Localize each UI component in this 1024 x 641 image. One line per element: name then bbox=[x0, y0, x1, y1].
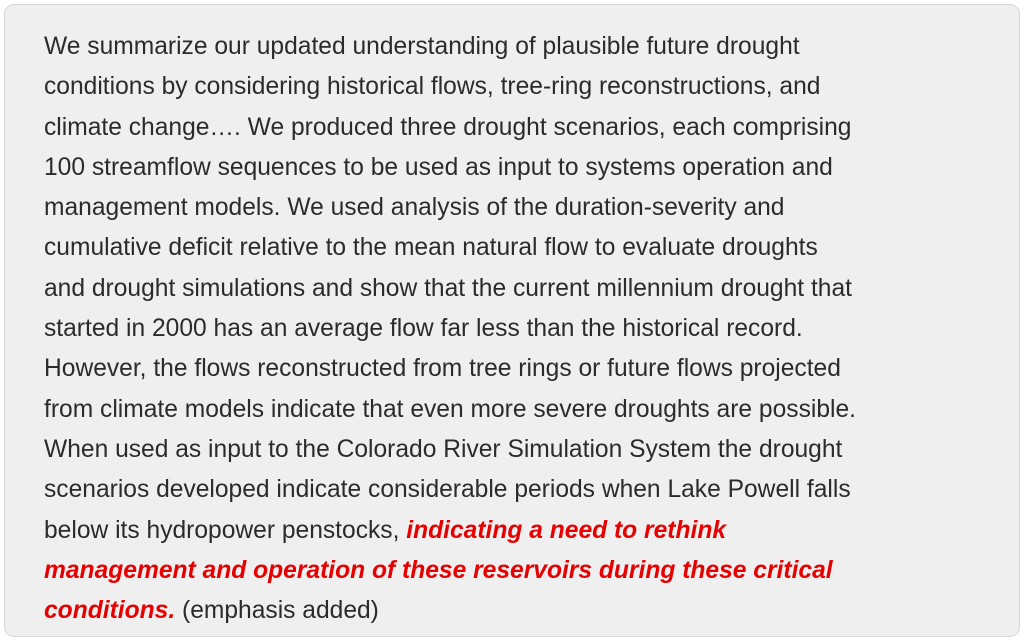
emphasis-line-3: conditions. bbox=[44, 597, 176, 625]
quote-line-1: We summarize our updated understanding of plausible future drought bbox=[44, 33, 800, 60]
emphasis-line-2: management and operation of these reservoirs during these critical bbox=[44, 556, 833, 584]
quote-paragraph bbox=[44, 27, 989, 631]
quote-line-11: When used as input to the Colorado River Simulation System the drought bbox=[44, 435, 843, 463]
quote-line-9: However, the flows reconstructed from tree rings or future flows projected bbox=[44, 355, 841, 383]
quote-line-2: conditions by considering historical flows, tree-ring reconstructions, and bbox=[44, 73, 821, 101]
quote-box bbox=[4, 4, 1020, 637]
quote-line-12: scenarios developed indicate considerable periods when Lake Powell falls bbox=[44, 476, 851, 504]
quote-line-5: management models. We used analysis of the duration-severity and bbox=[44, 194, 785, 222]
quote-line-6: cumulative deficit relative to the mean natural flow to evaluate droughts bbox=[44, 234, 818, 262]
quote-line-10: from climate models indicate that even more severe droughts are possible. bbox=[44, 395, 856, 423]
quote-line-3: climate change…. We produced three drought scenarios, each comprising bbox=[44, 113, 852, 141]
emphasis-note: (emphasis added) bbox=[175, 597, 379, 625]
quote-line-7: and drought simulations and show that the current millennium drought that bbox=[44, 274, 852, 302]
quote-line-13-plain: below its hydropower penstocks, bbox=[44, 516, 407, 544]
quote-line-4: 100 streamflow sequences to be used as input to systems operation and bbox=[44, 153, 833, 181]
emphasis-line-1: indicating a need to rethink bbox=[406, 516, 727, 544]
quote-line-8: started in 2000 has an average flow far less than the historical record. bbox=[44, 315, 803, 343]
